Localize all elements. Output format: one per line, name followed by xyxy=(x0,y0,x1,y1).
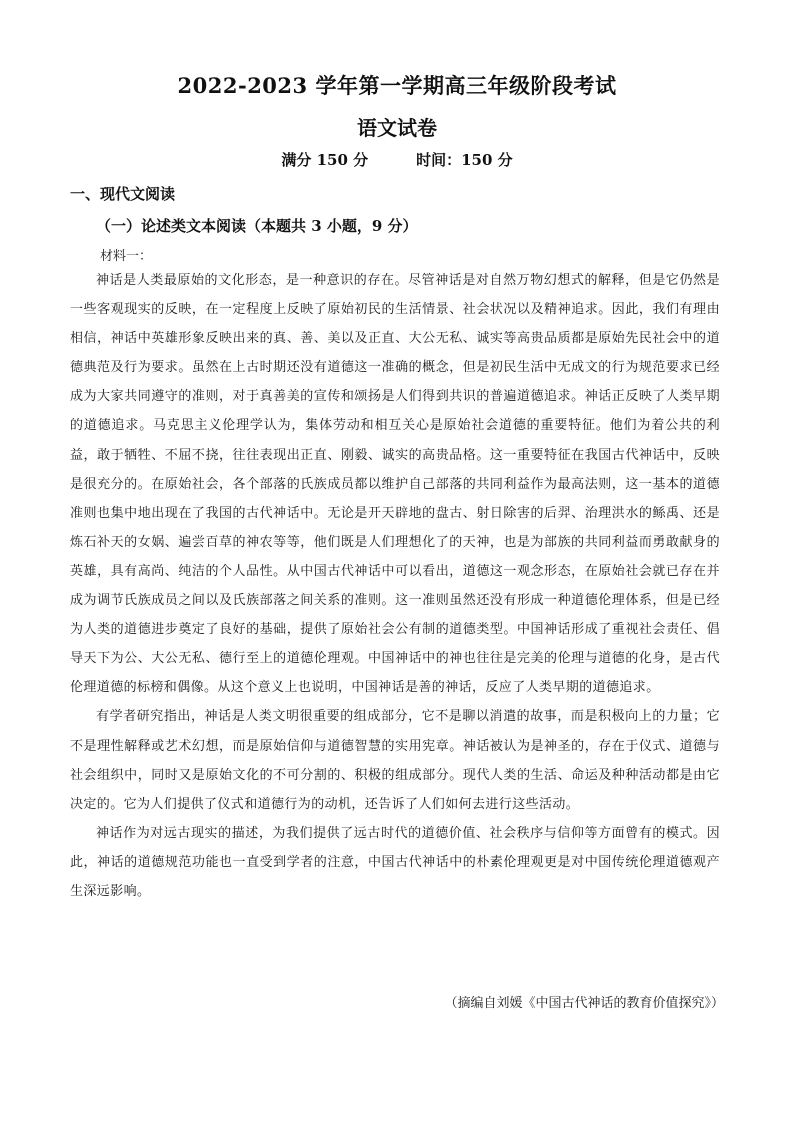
exam-subtitle: 语文试卷 xyxy=(357,116,437,140)
exam-title: 2022-2023 学年第一学期高三年级阶段考试 xyxy=(177,73,617,98)
source-citation: （摘编自刘媛《中国古代神话的教育价值探究》） xyxy=(444,996,724,1011)
paragraph: 神话是人类最原始的文化形态，是一种意识的存在。尽管神话是对自然万物幻想式的解释，但是它仍然是一些客观现实的反映，在一定程度上反映了原始初民的生活情景、社会状况以及精神追求。因此，我们有理由相信，神话中英雄形象反映出来的真、善、美以及正直、大公无私、诚实等高贵品质都是原始先民社会中的道德典范及行为要求。虽然在上古时期还没有道德这一准确的概念，但是初民生活中无成文的行为规范要求已经成为大家共同遵守的准则，对于真善美的宣传和颂扬是人们得到共识的普遍道德追求。神话正反映了人类早期的道德追求。马克思主义伦理学认为，集体劳动和相互关心是原始社会道德的重要特征。他们为着公共的利益，敢于牺牲、不屈不挠，往往表现出正直、刚毅、诚实的高贵品格。这一重要特征在我国古代神话中，反映是很充分的。在原始社会，各个部落的氏族成员都以维护自己部落的共同利益作为最高法则，这一基本的道德准则也集中地出现在了我国的古代神话中。无论是开天辟地的盘古、射日除害的后羿、治理洪水的鲧禹、还是炼石补天的女娲、遍尝百草的神农等等，他们既是人们理想化了的天神，也是为部族的共同利益而勇敢献身的英雄，具有高尚、纯洁的个人品性。从中国古代神话中可以看出，道德这一观念形态，在原始社会就已存在并成为调节氏族成员之间以及氏族部落之间关系的准则。这一准则虽然还没有形成一种道德伦理体系，但是已经为人类的道德进步奠定了良好的基础，提供了原始社会公有制的道德类型。中国神话形成了重视社会责任、倡导天下为公、大公无私、德行至上的道德伦理观。中国神话中的神也往往是完美的伦理与道德的化身，是古代伦理道德的标榜和偶像。从这个意义上也说明，中国神话是善的神话，反应了人类早期的道德追求。 xyxy=(70,273,720,696)
section-heading: 一、现代文阅读 xyxy=(70,185,176,203)
reading-passage xyxy=(70,266,720,906)
time-label: 时间：150 分 xyxy=(416,151,513,169)
full-score-label: 满分 150 分 xyxy=(281,151,369,169)
paragraph: 有学者研究指出，神话是人类文明很重要的组成部分，它不是聊以消遣的故事，而是积极向上的力量；它不是理性解释或艺术幻想，而是原始信仰与道德智慧的实用宪章。神话被认为是神圣的，存在于仪式、道德与社会组织中，同时又是原始文化的不可分割的、积极的组成部分。现代人类的生活、命运及种种活动都是由它决定的。它为人们提供了仪式和道德行为的动机，还告诉了人们如何去进行这些活动。 xyxy=(70,709,720,812)
exam-meta xyxy=(0,149,794,170)
paragraph: 神话作为对远古现实的描述，为我们提供了远古时代的道德价值、社会秩序与信仰等方面曾有的模式。因此，神话的道德规范功能也一直受到学者的注意，中国古代神话中的朴素伦理观更是对中国传统伦理道德观产生深远影响。 xyxy=(70,825,720,899)
material-label: 材料一： xyxy=(100,249,153,264)
sub-section-heading: （一）论述类文本阅读（本题共 3 小题，9 分） xyxy=(96,217,418,235)
